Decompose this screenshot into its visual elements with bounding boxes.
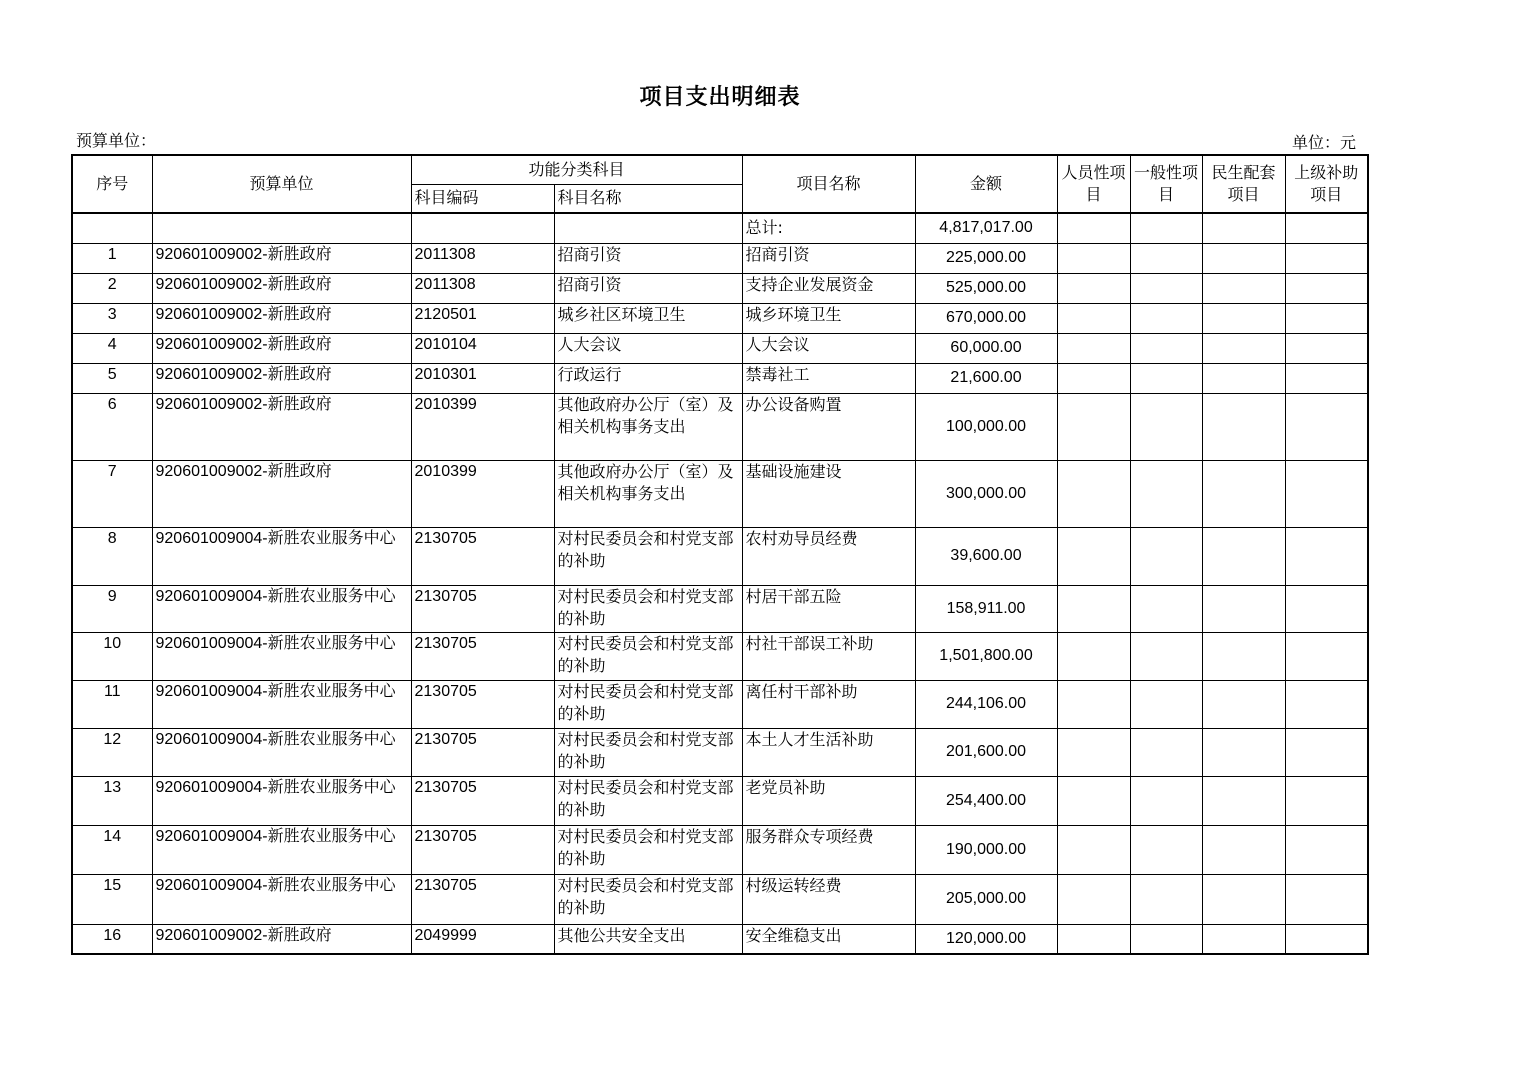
row-subject-code: 2130705 <box>411 728 554 776</box>
header-personnel: 人员性项目 <box>1057 155 1130 213</box>
table-row <box>72 924 1368 954</box>
row-subject-name: 对村民委员会和村党支部的补助 <box>554 776 742 825</box>
row-project-name: 办公设备购置 <box>742 393 915 460</box>
row-general-cell <box>1130 243 1202 273</box>
row-seq: 4 <box>72 333 152 363</box>
row-livelihood-cell <box>1202 585 1285 632</box>
row-amount: 158,911.00 <box>915 585 1057 632</box>
row-personnel-cell <box>1057 273 1130 303</box>
row-personnel-cell <box>1057 680 1130 728</box>
total-seq-cell <box>72 213 152 243</box>
row-superior-cell <box>1285 825 1368 874</box>
table-row <box>72 273 1368 303</box>
row-livelihood-cell <box>1202 680 1285 728</box>
row-livelihood-cell <box>1202 874 1285 924</box>
row-subject-code: 2049999 <box>411 924 554 954</box>
row-budget-unit: 920601009002-新胜政府 <box>152 303 411 333</box>
row-seq: 11 <box>72 680 152 728</box>
row-project-name: 村居干部五险 <box>742 585 915 632</box>
row-general-cell <box>1130 825 1202 874</box>
row-superior-cell <box>1285 243 1368 273</box>
table-row <box>72 363 1368 393</box>
row-livelihood-cell <box>1202 243 1285 273</box>
row-superior-cell <box>1285 393 1368 460</box>
row-seq: 12 <box>72 728 152 776</box>
row-livelihood-cell <box>1202 825 1285 874</box>
row-seq: 5 <box>72 363 152 393</box>
header-seq: 序号 <box>72 155 152 213</box>
header-function-category: 功能分类科目 <box>411 155 742 184</box>
row-amount: 21,600.00 <box>915 363 1057 393</box>
row-seq: 7 <box>72 460 152 527</box>
table-row <box>72 303 1368 333</box>
row-amount: 225,000.00 <box>915 243 1057 273</box>
row-project-name: 服务群众专项经费 <box>742 825 915 874</box>
row-subject-name: 行政运行 <box>554 363 742 393</box>
row-project-name: 本土人才生活补助 <box>742 728 915 776</box>
table-row <box>72 460 1368 527</box>
row-subject-name: 对村民委员会和村党支部的补助 <box>554 825 742 874</box>
table-row <box>72 393 1368 460</box>
header-livelihood: 民生配套项目 <box>1202 155 1285 213</box>
row-subject-name: 对村民委员会和村党支部的补助 <box>554 874 742 924</box>
row-subject-name: 城乡社区环境卫生 <box>554 303 742 333</box>
row-budget-unit: 920601009002-新胜政府 <box>152 363 411 393</box>
row-amount: 100,000.00 <box>915 393 1057 460</box>
row-budget-unit: 920601009002-新胜政府 <box>152 273 411 303</box>
row-livelihood-cell <box>1202 924 1285 954</box>
total-code-cell <box>411 213 554 243</box>
row-budget-unit: 920601009002-新胜政府 <box>152 460 411 527</box>
row-budget-unit: 920601009002-新胜政府 <box>152 333 411 363</box>
row-subject-code: 2130705 <box>411 776 554 825</box>
row-superior-cell <box>1285 874 1368 924</box>
row-subject-name: 招商引资 <box>554 243 742 273</box>
total-personnel-cell <box>1057 213 1130 243</box>
row-subject-name: 对村民委员会和村党支部的补助 <box>554 728 742 776</box>
row-general-cell <box>1130 728 1202 776</box>
row-superior-cell <box>1285 728 1368 776</box>
row-personnel-cell <box>1057 460 1130 527</box>
row-budget-unit: 920601009002-新胜政府 <box>152 393 411 460</box>
row-superior-cell <box>1285 680 1368 728</box>
row-project-name: 支持企业发展资金 <box>742 273 915 303</box>
row-amount: 120,000.00 <box>915 924 1057 954</box>
row-subject-code: 2010104 <box>411 333 554 363</box>
row-livelihood-cell <box>1202 393 1285 460</box>
row-general-cell <box>1130 363 1202 393</box>
total-general-cell <box>1130 213 1202 243</box>
row-livelihood-cell <box>1202 728 1285 776</box>
row-seq: 2 <box>72 273 152 303</box>
row-personnel-cell <box>1057 363 1130 393</box>
row-subject-code: 2011308 <box>411 243 554 273</box>
total-subject-cell <box>554 213 742 243</box>
row-general-cell <box>1130 776 1202 825</box>
row-project-name: 人大会议 <box>742 333 915 363</box>
table-row <box>72 728 1368 776</box>
row-seq: 13 <box>72 776 152 825</box>
header-general: 一般性项目 <box>1130 155 1202 213</box>
row-seq: 3 <box>72 303 152 333</box>
row-project-name: 村社干部误工补助 <box>742 632 915 680</box>
row-subject-name: 人大会议 <box>554 333 742 363</box>
row-subject-name: 对村民委员会和村党支部的补助 <box>554 585 742 632</box>
header-subject-name: 科目名称 <box>554 184 742 213</box>
row-budget-unit: 920601009004-新胜农业服务中心 <box>152 728 411 776</box>
row-seq: 16 <box>72 924 152 954</box>
row-superior-cell <box>1285 303 1368 333</box>
row-amount: 254,400.00 <box>915 776 1057 825</box>
row-subject-name: 招商引资 <box>554 273 742 303</box>
row-subject-name: 对村民委员会和村党支部的补助 <box>554 632 742 680</box>
row-superior-cell <box>1285 460 1368 527</box>
row-superior-cell <box>1285 527 1368 585</box>
row-superior-cell <box>1285 585 1368 632</box>
row-seq: 14 <box>72 825 152 874</box>
currency-unit-label: 单位：元 <box>1292 133 1357 152</box>
row-project-name: 老党员补助 <box>742 776 915 825</box>
row-livelihood-cell <box>1202 273 1285 303</box>
row-subject-code: 2130705 <box>411 874 554 924</box>
row-seq: 8 <box>72 527 152 585</box>
row-amount: 201,600.00 <box>915 728 1057 776</box>
row-livelihood-cell <box>1202 776 1285 825</box>
row-project-name: 禁毒社工 <box>742 363 915 393</box>
row-personnel-cell <box>1057 825 1130 874</box>
table-row <box>72 243 1368 273</box>
row-personnel-cell <box>1057 728 1130 776</box>
row-project-name: 城乡环境卫生 <box>742 303 915 333</box>
header-project-name: 项目名称 <box>742 155 915 213</box>
row-amount: 670,000.00 <box>915 303 1057 333</box>
row-general-cell <box>1130 393 1202 460</box>
row-subject-code: 2130705 <box>411 632 554 680</box>
row-livelihood-cell <box>1202 460 1285 527</box>
row-livelihood-cell <box>1202 333 1285 363</box>
row-superior-cell <box>1285 333 1368 363</box>
row-subject-code: 2130705 <box>411 527 554 585</box>
row-personnel-cell <box>1057 527 1130 585</box>
row-budget-unit: 920601009002-新胜政府 <box>152 924 411 954</box>
table-row <box>72 680 1368 728</box>
row-project-name: 招商引资 <box>742 243 915 273</box>
row-subject-code: 2130705 <box>411 680 554 728</box>
table-row <box>72 585 1368 632</box>
table-row <box>72 776 1368 825</box>
row-amount: 190,000.00 <box>915 825 1057 874</box>
page-title: 项目支出明细表 <box>639 85 801 110</box>
row-general-cell <box>1130 303 1202 333</box>
row-seq: 15 <box>72 874 152 924</box>
row-general-cell <box>1130 632 1202 680</box>
row-livelihood-cell <box>1202 303 1285 333</box>
row-subject-code: 2130705 <box>411 585 554 632</box>
row-personnel-cell <box>1057 924 1130 954</box>
header-subject-code: 科目编码 <box>411 184 554 213</box>
total-amount: 4,817,017.00 <box>915 213 1057 243</box>
row-subject-code: 2130705 <box>411 825 554 874</box>
row-seq: 10 <box>72 632 152 680</box>
total-unit-cell <box>152 213 411 243</box>
row-project-name: 村级运转经费 <box>742 874 915 924</box>
row-personnel-cell <box>1057 632 1130 680</box>
row-budget-unit: 920601009004-新胜农业服务中心 <box>152 527 411 585</box>
row-project-name: 安全维稳支出 <box>742 924 915 954</box>
row-amount: 39,600.00 <box>915 527 1057 585</box>
row-personnel-cell <box>1057 243 1130 273</box>
header-superior-subsidy: 上级补助项目 <box>1285 155 1368 213</box>
header-amount: 金额 <box>915 155 1057 213</box>
row-subject-code: 2010301 <box>411 363 554 393</box>
row-seq: 9 <box>72 585 152 632</box>
row-amount: 244,106.00 <box>915 680 1057 728</box>
row-general-cell <box>1130 333 1202 363</box>
total-superior-cell <box>1285 213 1368 243</box>
row-seq: 6 <box>72 393 152 460</box>
row-amount: 205,000.00 <box>915 874 1057 924</box>
budget-unit-label: 预算单位： <box>76 131 157 150</box>
row-personnel-cell <box>1057 585 1130 632</box>
row-subject-code: 2120501 <box>411 303 554 333</box>
row-budget-unit: 920601009004-新胜农业服务中心 <box>152 776 411 825</box>
row-project-name: 农村劝导员经费 <box>742 527 915 585</box>
row-project-name: 基础设施建设 <box>742 460 915 527</box>
row-superior-cell <box>1285 363 1368 393</box>
row-superior-cell <box>1285 273 1368 303</box>
total-label: 总计: <box>742 213 915 243</box>
table-row <box>72 874 1368 924</box>
row-personnel-cell <box>1057 303 1130 333</box>
row-superior-cell <box>1285 924 1368 954</box>
row-seq: 1 <box>72 243 152 273</box>
row-livelihood-cell <box>1202 363 1285 393</box>
row-subject-name: 其他政府办公厅（室）及相关机构事务支出 <box>554 460 742 527</box>
row-general-cell <box>1130 273 1202 303</box>
row-subject-code: 2010399 <box>411 460 554 527</box>
row-livelihood-cell <box>1202 632 1285 680</box>
row-subject-code: 2011308 <box>411 273 554 303</box>
row-budget-unit: 920601009004-新胜农业服务中心 <box>152 632 411 680</box>
row-project-name: 离任村干部补助 <box>742 680 915 728</box>
table-row <box>72 333 1368 363</box>
expenditure-table <box>71 154 1369 955</box>
row-superior-cell <box>1285 776 1368 825</box>
total-livelihood-cell <box>1202 213 1285 243</box>
row-amount: 1,501,800.00 <box>915 632 1057 680</box>
row-personnel-cell <box>1057 333 1130 363</box>
row-amount: 525,000.00 <box>915 273 1057 303</box>
row-subject-name: 其他政府办公厅（室）及相关机构事务支出 <box>554 393 742 460</box>
row-subject-code: 2010399 <box>411 393 554 460</box>
row-general-cell <box>1130 585 1202 632</box>
table-row <box>72 825 1368 874</box>
table-row <box>72 527 1368 585</box>
header-budget-unit: 预算单位 <box>152 155 411 213</box>
row-general-cell <box>1130 527 1202 585</box>
row-superior-cell <box>1285 632 1368 680</box>
row-general-cell <box>1130 874 1202 924</box>
row-budget-unit: 920601009004-新胜农业服务中心 <box>152 680 411 728</box>
row-general-cell <box>1130 460 1202 527</box>
table-header <box>72 155 1368 213</box>
row-personnel-cell <box>1057 776 1130 825</box>
row-budget-unit: 920601009004-新胜农业服务中心 <box>152 585 411 632</box>
table-row <box>72 632 1368 680</box>
row-general-cell <box>1130 924 1202 954</box>
row-amount: 300,000.00 <box>915 460 1057 527</box>
row-subject-name: 对村民委员会和村党支部的补助 <box>554 680 742 728</box>
table-body <box>72 213 1368 954</box>
row-budget-unit: 920601009004-新胜农业服务中心 <box>152 825 411 874</box>
row-subject-name: 对村民委员会和村党支部的补助 <box>554 527 742 585</box>
row-general-cell <box>1130 680 1202 728</box>
row-livelihood-cell <box>1202 527 1285 585</box>
row-subject-name: 其他公共安全支出 <box>554 924 742 954</box>
row-budget-unit: 920601009004-新胜农业服务中心 <box>152 874 411 924</box>
row-personnel-cell <box>1057 393 1130 460</box>
row-personnel-cell <box>1057 874 1130 924</box>
total-row <box>72 213 1368 243</box>
row-amount: 60,000.00 <box>915 333 1057 363</box>
row-budget-unit: 920601009002-新胜政府 <box>152 243 411 273</box>
